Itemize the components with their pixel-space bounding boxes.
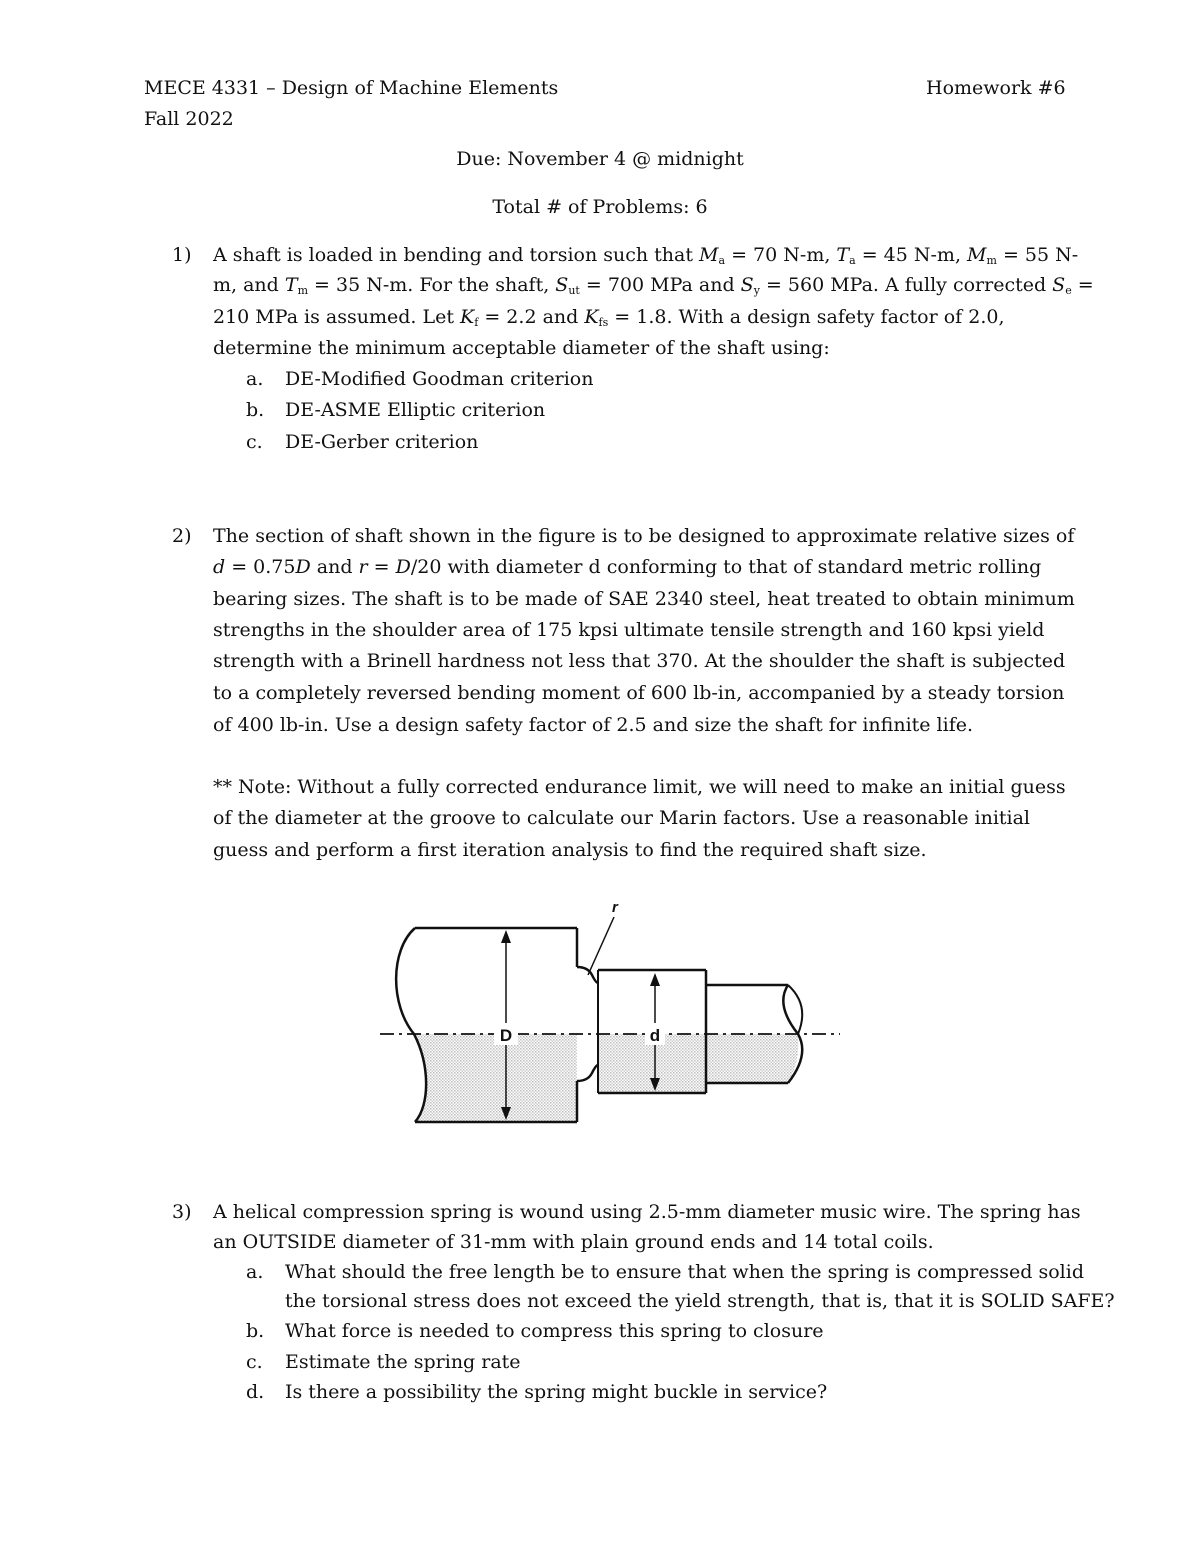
- leader-line-r: [588, 917, 614, 975]
- list-item-continued: the torsional stress does not exceed the yield strength, that is, that it is SOLID SAFE?: [285, 1290, 1115, 1312]
- problem-number: 2): [172, 525, 192, 547]
- homework-number: Homework #6: [926, 77, 1066, 99]
- problem-1-line-3: 210 MPa is assumed. Let $K_f = 2.2$ and $K_{fs} = 1.8$. With a design safety factor of 2.0,: [213, 306, 1005, 329]
- list-item-label: a.: [246, 1261, 264, 1283]
- problem-number: 3): [172, 1201, 192, 1223]
- list-item: DE-ASME Elliptic criterion: [285, 399, 546, 421]
- problem-2-line-1: The section of shaft shown in the figure is to be designed to approximate relative sizes of: [213, 525, 1075, 547]
- problem-1-line-4: determine the minimum acceptable diameter of the shaft using:: [213, 337, 830, 359]
- problem-1-line-2: m, and $T_m = 35$ N-m. For the shaft, $S_{ut} = 700$ MPa and $S_y = 560$ MPa. A fully corrected $S_e$ =: [213, 274, 1094, 297]
- course-title: MECE 4331 – Design of Machine Elements: [144, 77, 559, 99]
- problem-number: 1): [172, 244, 192, 266]
- list-item-label: a.: [246, 368, 264, 390]
- list-item: What force is needed to compress this spring to closure: [285, 1320, 824, 1342]
- label-D: D: [499, 1026, 513, 1045]
- list-item: Is there a possibility the spring might buckle in service?: [285, 1381, 828, 1403]
- problem-2-line-6: to a completely reversed bending moment of 600 lb-in, accompanied by a steady torsion: [213, 682, 1065, 704]
- note-line-3: guess and perform a first iteration analysis to find the required shaft size.: [213, 839, 927, 861]
- label-r: r: [612, 899, 618, 916]
- break-line-right-back: [788, 985, 802, 1034]
- list-item: Estimate the spring rate: [285, 1351, 521, 1373]
- arrow-up-d: [650, 973, 660, 986]
- problem-2-line-3: bearing sizes. The shaft is to be made of SAE 2340 steel, heat treated to obtain minimum: [213, 588, 1075, 610]
- list-item-label: d.: [246, 1381, 265, 1403]
- list-item-label: b.: [246, 399, 265, 421]
- list-item-label: c.: [246, 431, 263, 453]
- shaft-shoulder-figure: [370, 895, 850, 1155]
- list-item: What should the free length be to ensure that when the spring is compressed solid: [285, 1261, 1085, 1283]
- problem-2-line-5: strength with a Brinell hardness not less that 370. At the shoulder the shaft is subjected: [213, 650, 1066, 672]
- note-line-1: ** Note: Without a fully corrected endurance limit, we will need to make an initial guess: [213, 776, 1066, 798]
- label-d: d: [649, 1026, 661, 1045]
- problem-2-line-2: d = 0.75D and r = D/20 with diameter d conforming to that of standard metric rolling: [213, 556, 1042, 578]
- large-section-shading: [414, 1034, 577, 1122]
- problem-2-line-7: of 400 lb-in. Use a design safety factor of 2.5 and size the shaft for infinite life.: [213, 714, 974, 736]
- note-line-2: of the diameter at the groove to calculate our Marin factors. Use a reasonable initial: [213, 807, 1031, 829]
- problem-1-line-1: A shaft is loaded in bending and torsion such that $M_a = 70$ N-m, $T_a = 45$ N-m, $M_m = 55$ N-: [213, 244, 1079, 267]
- fillet-top: [577, 967, 598, 983]
- due-date: Due: November 4 @ midnight: [456, 148, 744, 170]
- problem-2-line-4: strengths in the shoulder area of 175 kpsi ultimate tensile strength and 160 kpsi yield: [213, 619, 1045, 641]
- fillet-bottom: [577, 1065, 598, 1081]
- problem-count: Total # of Problems: 6: [492, 196, 708, 218]
- list-item: DE-Modified Goodman criterion: [285, 368, 594, 390]
- list-item: DE-Gerber criterion: [285, 431, 479, 453]
- arrow-up-D: [501, 930, 511, 943]
- break-line-left: [396, 928, 426, 1122]
- problem-3-line-2: an OUTSIDE diameter of 31-mm with plain ground ends and 14 total coils.: [213, 1231, 934, 1253]
- problem-3-line-1: A helical compression spring is wound using 2.5-mm diameter music wire. The spring has: [213, 1201, 1081, 1223]
- list-item-label: b.: [246, 1320, 265, 1342]
- list-item-label: c.: [246, 1351, 263, 1373]
- term: Fall 2022: [144, 108, 234, 130]
